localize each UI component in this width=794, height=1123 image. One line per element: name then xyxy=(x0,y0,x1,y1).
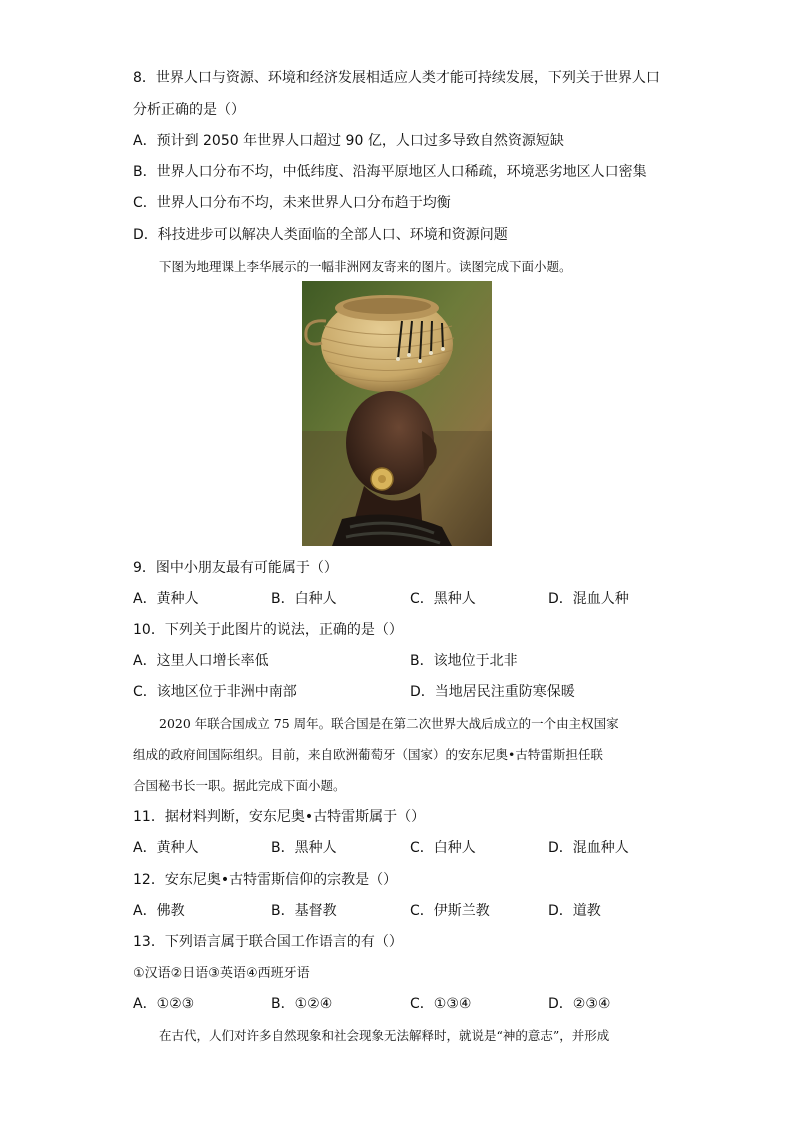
q10-option-b: B．该地位于北非 xyxy=(410,653,518,669)
q11-option-c: C．白种人 xyxy=(410,840,476,856)
q9-stem: 9．图中小朋友最有可能属于（） xyxy=(133,560,338,576)
african-child-photo xyxy=(302,281,492,546)
q13-option-b: B．①②④ xyxy=(271,996,333,1012)
q12-option-c: C．伊斯兰教 xyxy=(410,903,490,919)
q11-stem: 11．据材料判断，安东尼奥•古特雷斯属于（） xyxy=(133,809,426,825)
q10-option-d: D．当地居民注重防寒保暖 xyxy=(410,684,575,700)
intro-religion-passage: 在古代，人们对许多自然现象和社会现象无法解释时，就说是“神的意志”，并形成 xyxy=(159,1028,610,1043)
q8-option-b: B．世界人口分布不均，中低纬度、沿海平原地区人口稀疏，环境恶劣地区人口密集 xyxy=(133,164,647,180)
q10-stem: 10．下列关于此图片的说法，正确的是（） xyxy=(133,622,403,638)
q13-choices: ①汉语②日语③英语④西班牙语 xyxy=(133,966,310,981)
intro-un-line1: 2020 年联合国成立 75 周年。联合国是在第二次世界大战后成立的一个由主权国家 xyxy=(159,716,619,731)
q11-option-d: D．混血种人 xyxy=(548,840,629,856)
q13-option-c: C．①③④ xyxy=(410,996,472,1012)
q13-option-d: D．②③④ xyxy=(548,996,611,1012)
q9-option-d: D．混血人种 xyxy=(548,591,629,607)
q10-option-a: A．这里人口增长率低 xyxy=(133,653,269,669)
intro-un-line2: 组成的政府间国际组织。目前，来自欧洲葡萄牙（国家）的安东尼奥•古特雷斯担任联 xyxy=(133,747,603,762)
q13-option-a: A．①②③ xyxy=(133,996,195,1012)
q12-option-d: D．道教 xyxy=(548,903,601,919)
q11-option-b: B．黑种人 xyxy=(271,840,337,856)
q8-stem-line2: 分析正确的是（） xyxy=(133,102,245,118)
q8-stem-line1: 8．世界人口与资源、环境和经济发展相适应人类才能可持续发展，下列关于世界人口 xyxy=(133,70,660,86)
q12-option-b: B．基督教 xyxy=(271,903,337,919)
q13-stem: 13．下列语言属于联合国工作语言的有（） xyxy=(133,934,403,950)
intro-un-line3: 合国秘书长一职。据此完成下面小题。 xyxy=(133,778,346,793)
q8-option-a: A．预计到 2050 年世界人口超过 90 亿，人口过多导致自然资源短缺 xyxy=(133,133,564,149)
q8-option-d: D．科技进步可以解决人类面临的全部人口、环境和资源问题 xyxy=(133,227,508,243)
q9-option-a: A．黄种人 xyxy=(133,591,199,607)
q8-option-c: C．世界人口分布不均，未来世界人口分布趋于均衡 xyxy=(133,195,451,211)
q9-option-b: B．白种人 xyxy=(271,591,337,607)
intro-photo-passage: 下图为地理课上李华展示的一幅非洲网友寄来的图片。读图完成下面小题。 xyxy=(159,259,572,274)
q9-option-c: C．黑种人 xyxy=(410,591,476,607)
q12-stem: 12．安东尼奥•古特雷斯信仰的宗教是（） xyxy=(133,872,398,888)
q11-option-a: A．黄种人 xyxy=(133,840,199,856)
q10-option-c: C．该地区位于非洲中南部 xyxy=(133,684,297,700)
q12-option-a: A．佛教 xyxy=(133,903,185,919)
